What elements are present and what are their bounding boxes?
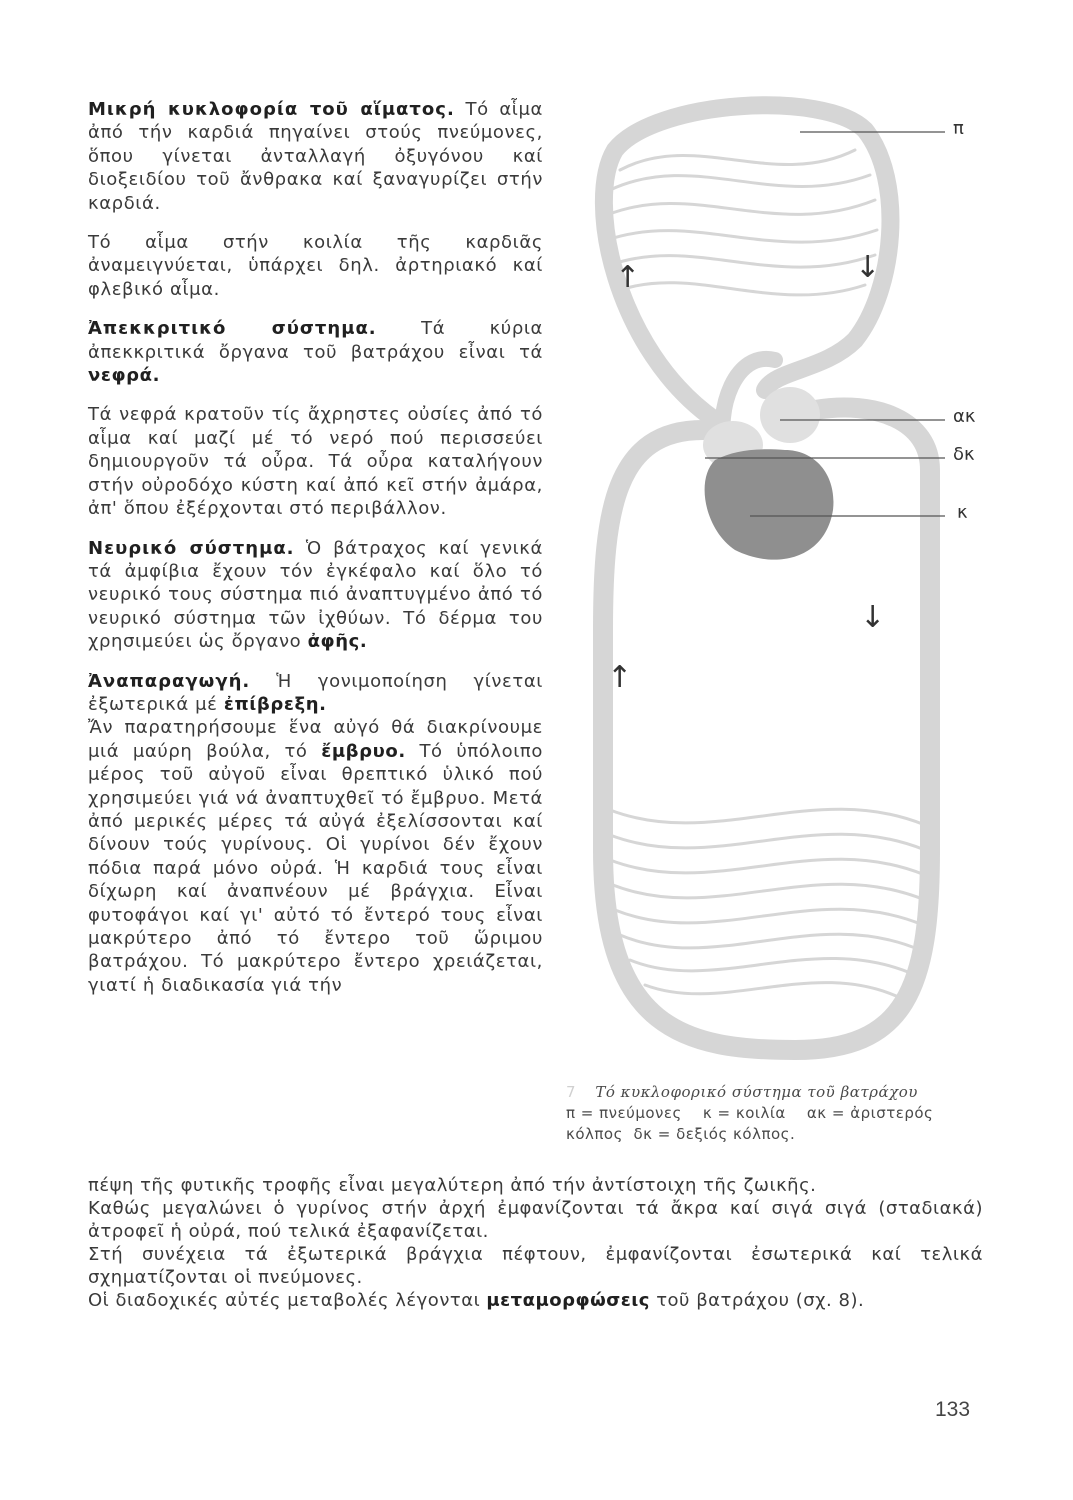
text-mixed-blood: Τό αἷμα στήν κοιλία τῆς καρδιᾶς ἀναμειγνύεται, ὑπάρχει δηλ. ἀρτηριακό καί φλεβικό αἷμα. [88,232,543,300]
arrow-down-icon: ↓ [855,250,881,285]
paragraph-egg [88,716,543,997]
text-egg: Ἄν παρατηρήσουμε ἕνα αὐγό θά διακρίνουμε μιά μαύρη βούλα, τό [88,717,543,762]
text-pulmonary: Τό αἷμα ἀπό τήν καρδιά πηγαίνει στούς πνεύμονες, ὅπου γίνεται ἀνταλλαγή ὀξυγόνου καί διοξειδίου τοῦ ἄνθρακα καί ξαναγυρίζει στήν καρδιά. [88,99,544,214]
caption-title: Τό κυκλοφορικό σύστημα τοῦ βατράχου [595,1083,918,1101]
term-kidneys: νεφρά. [88,365,161,387]
text-reproduction: Ἡ γονιμοποίηση γίνεται ἐξωτερικά μέ [88,670,543,715]
label-ventricle: κ [957,502,968,523]
legend-right-atrium: δκ = δεξιός κόλπος. [633,1125,796,1143]
text-digestion: πέψη τῆς φυτικῆς τροφῆς εἶναι μεγαλύτερη ἀπό τήν ἀντίστοιχη τῆς ζωικῆς. [88,1175,817,1196]
text-growth: Καθώς μεγαλώνει ὁ γυρίνος στήν ἀρχή ἐμφανίζονται τά ἄκρα καί σιγά σιγά (σταδιακά) ἀτροφεῖ ἡ οὐρά, πού τελικά ἐξαφανίζεται. [88,1198,983,1242]
full-width-text [88,1174,983,1312]
ventricle [705,449,834,559]
paragraph-metamorphosis [88,1289,983,1312]
paragraph-reproduction [88,670,543,717]
arrow-down-icon: ↓ [860,600,886,635]
caption-legend [566,1103,986,1145]
legend-left-atrium: ακ = ἀριστερός κόλπος [566,1104,934,1143]
vessels [603,105,930,1050]
heading-nervous: Νευρικό σύστημα. [88,537,295,559]
paragraph-gills [88,1243,983,1289]
paragraph-mixed-blood [88,231,543,301]
paragraph-kidneys [88,403,543,520]
paragraph-excretory [88,317,543,387]
heading-reproduction: Ἀναπαραγωγή. [88,670,251,692]
term-touch: ἀφῆς. [307,631,368,653]
circulatory-svg [575,90,995,1080]
arrow-up-icon: ↑ [607,660,633,695]
arrow-up-icon: ↑ [615,260,641,295]
line-digestion [88,1174,983,1197]
text-metamorphosis-a: Οἱ διαδοχικές αὐτές μεταβολές λέγονται [88,1290,481,1311]
label-left-atrium: ακ [953,406,976,427]
term-metamorphosis: μεταμορφώσεις [486,1290,650,1311]
body-capillaries [610,809,925,1000]
page-number: 133 [935,1398,971,1421]
text-gills: Στή συνέχεια τά ἐξωτερικά βράγχια πέφτουν, ἐμφανίζονται ἐσωτερικά καί τελικά σχηματίζονται οἱ πνεύμονες. [88,1244,983,1288]
circulatory-diagram [575,90,995,1080]
caption-title-line [566,1082,986,1103]
lung-capillaries [607,150,877,295]
paragraph-nervous [88,537,543,654]
paragraph-growth [88,1197,983,1243]
text-tadpole: Τό ὑπόλοιπο μέρος τοῦ αὐγοῦ εἶναι θρεπτικό ὑλικό πού χρησιμεύει γιά νά ἀναπτυχθεῖ τό ἔμβρυο. Μετά ἀπό μερικές μέρες τά αὐγά ἐξελίσσονται καί δίνουν τούς γυρίνους. Οἱ γυρίνοι δέν ἔχουν πόδια παρά μόνο οὐρά. Ἡ καρδιά τους εἶναι δίχωρη καί ἀναπνέουν μέ βράγχια. Εἶναι φυτοφάγοι καί γι' αὐτό τό ἔντερό τους εἶναι μακρύτερο ἀπό τό ἔντερο τοῦ ὥριμου βατράχου. Τό μακρύτερο ἔντερο χρειάζεται, γιατί ἡ διαδικασία γιά τήν [88,740,543,996]
legend-ventricle: κ = κοιλία [702,1104,786,1122]
paragraph-pulmonary-circulation [88,98,543,215]
figure-number: 7 [566,1083,577,1101]
main-text-column [88,98,543,997]
leader-lines [705,132,945,516]
figure-caption [566,1082,986,1145]
text-kidneys: Τά νεφρά κρατοῦν τίς ἄχρηστες οὐσίες ἀπό τό αἷμα καί μαζί μέ τό νερό πού περισσεύει δημιουργοῦν τά οὖρα. Τά οὖρα καταλήγουν στήν οὐροδόχο κύστη καί ἀπό κεῖ στήν ἀμάρα, ἀπ' ὅπου ἐξέρχονται στό περιβάλλον. [88,404,543,520]
label-right-atrium: δκ [953,444,975,465]
left-atrium [760,387,820,443]
legend-lungs: π = πνεύμονες [566,1104,682,1122]
heading-pulmonary: Μικρή κυκλοφορία τοῦ αἵματος. [88,99,455,120]
text-excretory: Τά κύρια ἀπεκκριτικά ὄργανα τοῦ βατράχου εἶναι τά [88,318,543,363]
term-external-fertilization: ἐπίβρεξη. [223,693,327,715]
text-nervous: Ὁ βάτραχος καί γενικά τά ἀμφίβια ἔχουν τόν ἐγκέφαλο καί ὅλο τό νευρικό τους σύστημα πιό ἀναπτυγμένο ἀπό τό νευρικό σύστημα τῶν ἰχθύων. Τό δέρμα του χρησιμεύει ὡς ὄργανο [88,537,543,653]
heading-excretory: Ἀπεκκριτικό σύστημα. [88,318,377,340]
text-metamorphosis-b: τοῦ βατράχου (σχ. 8). [656,1290,865,1311]
term-embryo: ἔμβρυο. [321,740,406,762]
label-lungs: π [953,118,964,139]
